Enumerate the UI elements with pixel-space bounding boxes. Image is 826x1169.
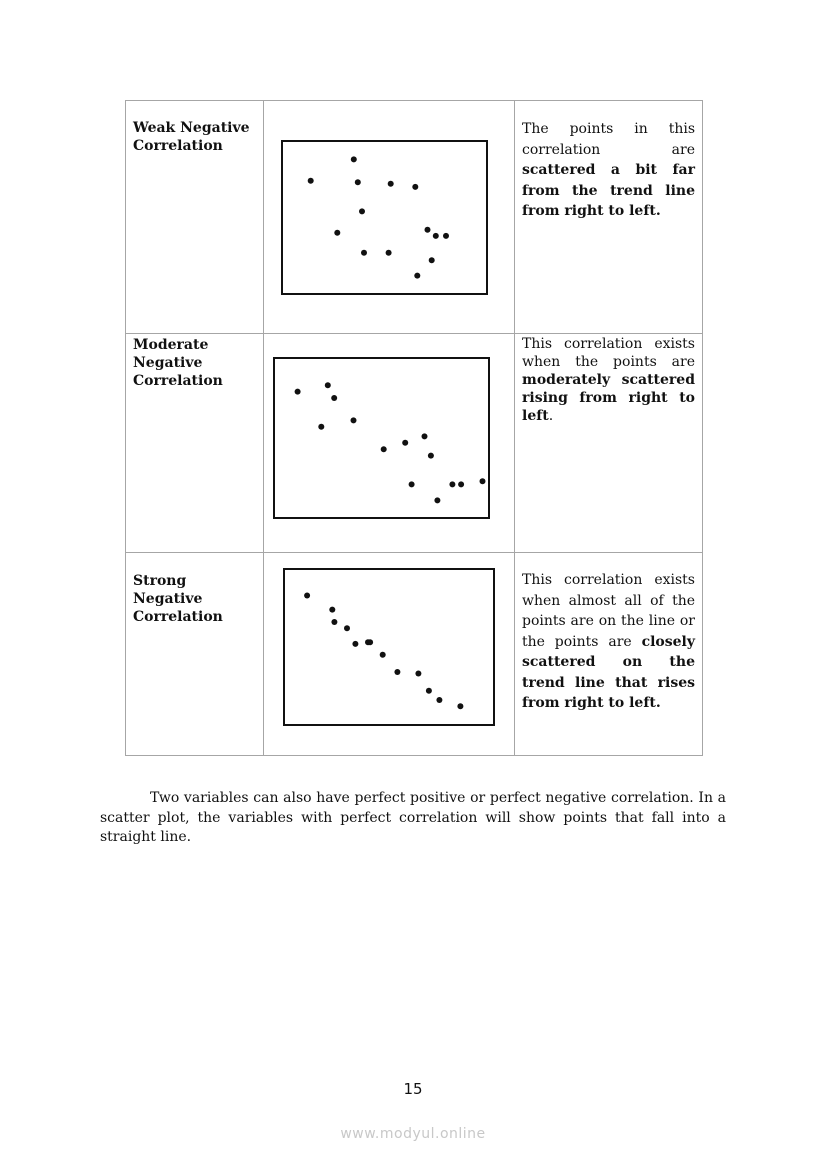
scatter-point — [325, 382, 331, 388]
label-cell — [126, 553, 264, 756]
scatter-point — [367, 639, 373, 645]
scatter-point — [351, 156, 357, 162]
scatter-point — [443, 233, 449, 239]
scatter-point — [414, 273, 420, 279]
watermark: www.modyul.online — [340, 1126, 486, 1142]
scatter-point — [415, 671, 421, 677]
scatter-point — [433, 233, 439, 239]
desc-bold: scattered a bit far from the trend line from right to left. — [522, 162, 695, 219]
desc-normal: This correlation exists when the points are — [522, 336, 695, 370]
row-label-strong: Strong Negative Correlation — [133, 573, 223, 625]
scatter-point — [449, 481, 455, 487]
desc-tail: . — [548, 408, 554, 424]
desc-cell — [515, 553, 703, 756]
table-row-moderate — [126, 334, 703, 553]
row-desc-weak — [515, 101, 702, 222]
scatter-point — [458, 481, 464, 487]
desc-bold: moderately scattered rising from right to left — [522, 372, 695, 424]
label-cell — [126, 101, 264, 334]
desc-normal: The points in this correlation are — [522, 121, 695, 158]
scatter-point — [295, 389, 301, 395]
scatter-point — [355, 179, 361, 185]
scatter-plot-strong — [264, 553, 514, 755]
scatter-point — [344, 625, 350, 631]
row-desc-moderate — [515, 334, 702, 425]
scatter-point — [331, 395, 337, 401]
plot-cell — [264, 553, 515, 756]
body-paragraph: Two variables can also have perfect positive or perfect negative correlation. In a scatter plot, the variables with perfect correlation will show points that fall into a straight line. — [100, 790, 726, 845]
row-label-moderate: Moderate Negative Correlation — [133, 337, 223, 389]
row-desc-strong — [515, 553, 702, 714]
table-row-strong — [126, 553, 703, 756]
scatter-point — [402, 440, 408, 446]
plot-frame — [284, 569, 494, 725]
scatter-point — [351, 417, 357, 423]
scatter-point — [380, 652, 386, 658]
scatter-point — [412, 184, 418, 190]
scatter-point — [429, 257, 435, 263]
desc-cell — [515, 334, 703, 553]
scatter-point — [359, 208, 365, 214]
scatter-point — [428, 453, 434, 459]
scatter-point — [361, 250, 367, 256]
scatter-point — [426, 688, 432, 694]
scatter-point — [381, 446, 387, 452]
scatter-plot-weak — [264, 101, 514, 333]
scatter-point — [331, 619, 337, 625]
desc-bold: closely scattered on the trend line that rises from right to left. — [522, 633, 695, 711]
scatter-point — [329, 607, 335, 613]
plot-frame — [282, 141, 487, 294]
plot-cell — [264, 334, 515, 553]
scatter-point — [480, 478, 486, 484]
scatter-point — [457, 703, 463, 709]
plot-cell — [264, 101, 515, 334]
scatter-point — [434, 497, 440, 503]
page-number: 15 — [403, 1080, 423, 1098]
scatter-point — [334, 230, 340, 236]
scatter-point — [386, 250, 392, 256]
scatter-point — [388, 181, 394, 187]
row-label-weak: Weak Negative Correlation — [133, 120, 250, 154]
scatter-point — [425, 227, 431, 233]
scatter-point — [308, 178, 314, 184]
desc-normal: This correlation exists when almost all of the points are on the line or the points are — [522, 572, 695, 650]
scatter-point — [352, 641, 358, 647]
scatter-point — [304, 593, 310, 599]
scatter-point — [394, 669, 400, 675]
table-row-weak — [126, 101, 703, 334]
scatter-point — [422, 433, 428, 439]
label-cell — [126, 334, 264, 553]
plot-frame — [274, 358, 489, 518]
scatter-plot-moderate — [264, 334, 514, 552]
scatter-point — [409, 481, 415, 487]
correlation-table — [125, 100, 703, 756]
desc-cell — [515, 101, 703, 334]
scatter-point — [436, 697, 442, 703]
scatter-point — [318, 424, 324, 430]
